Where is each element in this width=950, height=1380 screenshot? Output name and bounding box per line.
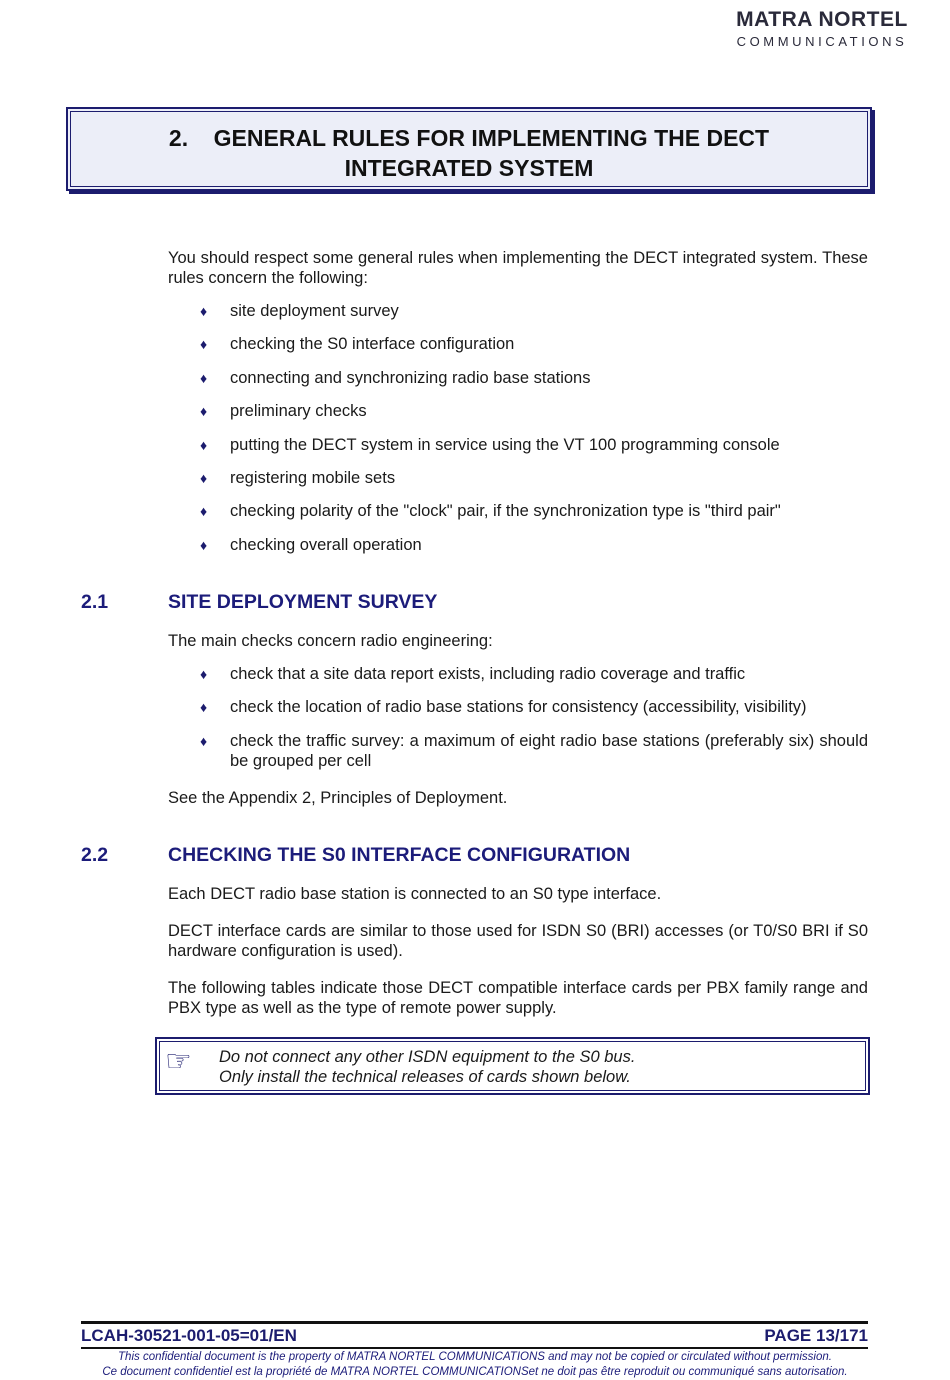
document-reference: LCAH-30521-001-05=01/EN — [81, 1326, 297, 1345]
section-2-2-paragraph-1: Each DECT radio base station is connected to an S0 type interface. — [168, 885, 662, 903]
note-line-1: Do not connect any other ISDN equipment to the S0 bus. — [219, 1048, 636, 1066]
section-2-1-bullet-list — [200, 664, 868, 771]
intro-paragraph: You should respect some general rules when implementing the DECT integrated system. These rules concern the following: — [168, 249, 868, 287]
diamond-bullet-icon: ♦ — [200, 369, 208, 386]
diamond-bullet-icon: ♦ — [200, 436, 208, 453]
list-item: ♦ preliminary checks — [200, 402, 367, 421]
list-item: ♦ checking polarity of the "clock" pair, if the synchronization type is "third pair" — [200, 502, 781, 521]
list-item: ♦ check the traffic survey: a maximum of eight radio base stations (preferably six) should be grouped per cell — [200, 731, 868, 770]
section-2-2-paragraph-3: The following tables indicate those DECT compatible interface cards per PBX family range and PBX type as well as the type of remote power supply. — [168, 979, 868, 1017]
section-number: 2.2 — [81, 844, 109, 866]
section-title: SITE DEPLOYMENT SURVEY — [168, 591, 438, 613]
list-item: ♦ putting the DECT system in service using the VT 100 programming console — [200, 435, 780, 454]
diamond-bullet-icon: ♦ — [200, 336, 208, 353]
note-box — [155, 1037, 870, 1095]
diamond-bullet-icon: ♦ — [200, 503, 208, 520]
note-text — [219, 1047, 635, 1087]
company-logo — [727, 8, 917, 50]
intro-bullet-list — [200, 301, 868, 555]
chapter-title-line-2: INTEGRATED SYSTEM — [344, 155, 594, 181]
chapter-title-line-1: 2. GENERAL RULES FOR IMPLEMENTING THE DECT — [168, 125, 770, 151]
section-title: CHECKING THE S0 INTERFACE CONFIGURATION — [168, 844, 631, 866]
list-item: ♦ site deployment survey — [200, 302, 399, 320]
diamond-bullet-icon: ♦ — [200, 536, 208, 553]
diamond-bullet-icon: ♦ — [200, 303, 208, 319]
list-item: ♦ check the location of radio base stations for consistency (accessibility, visibility) — [200, 698, 807, 717]
section-2-1-intro: The main checks concern radio engineering: — [168, 632, 493, 650]
list-item: ♦ check that a site data report exists, including radio coverage and traffic — [200, 665, 746, 683]
note-line-2: Only install the technical releases of cards shown below. — [219, 1068, 631, 1086]
section-2-1-closing: See the Appendix 2, Principles of Deployment. — [168, 789, 508, 807]
legal-notice-french: Ce document confidentiel est la propriété de MATRA NORTEL COMMUNICATIONSet ne doit pas être reproduit ou communiqué sans autorisation. — [102, 1366, 848, 1378]
diamond-bullet-icon: ♦ — [200, 403, 208, 420]
list-item: ♦ checking the S0 interface configuration — [200, 335, 515, 354]
footer-divider-top — [81, 1321, 868, 1324]
list-item: ♦ checking overall operation — [200, 535, 422, 554]
list-item: ♦ registering mobile sets — [200, 468, 396, 487]
logo-wordmark: MATRA NORTEL — [736, 8, 908, 31]
chapter-title-box — [66, 107, 872, 191]
page-number: PAGE 13/171 — [764, 1326, 868, 1345]
diamond-bullet-icon: ♦ — [200, 732, 208, 749]
diamond-bullet-icon: ♦ — [200, 469, 208, 486]
section-number: 2.1 — [81, 591, 109, 613]
logo-subtitle: COMMUNICATIONS — [736, 34, 908, 49]
pointing-hand-icon: ☞ — [165, 1045, 192, 1078]
legal-notice-english: This confidential document is the property of MATRA NORTEL COMMUNICATIONS and may not be copied or circulated without permission. — [118, 1351, 832, 1363]
diamond-bullet-icon: ♦ — [200, 699, 208, 716]
section-2-2-paragraph-2: DECT interface cards are similar to those used for ISDN S0 (BRI) accesses (or T0/S0 BRI if S0 hardware configuration is used). — [168, 922, 868, 960]
diamond-bullet-icon: ♦ — [200, 666, 208, 682]
chapter-title — [68, 123, 870, 183]
footer-divider-bottom — [81, 1347, 868, 1349]
list-item: ♦ connecting and synchronizing radio base stations — [200, 368, 591, 387]
